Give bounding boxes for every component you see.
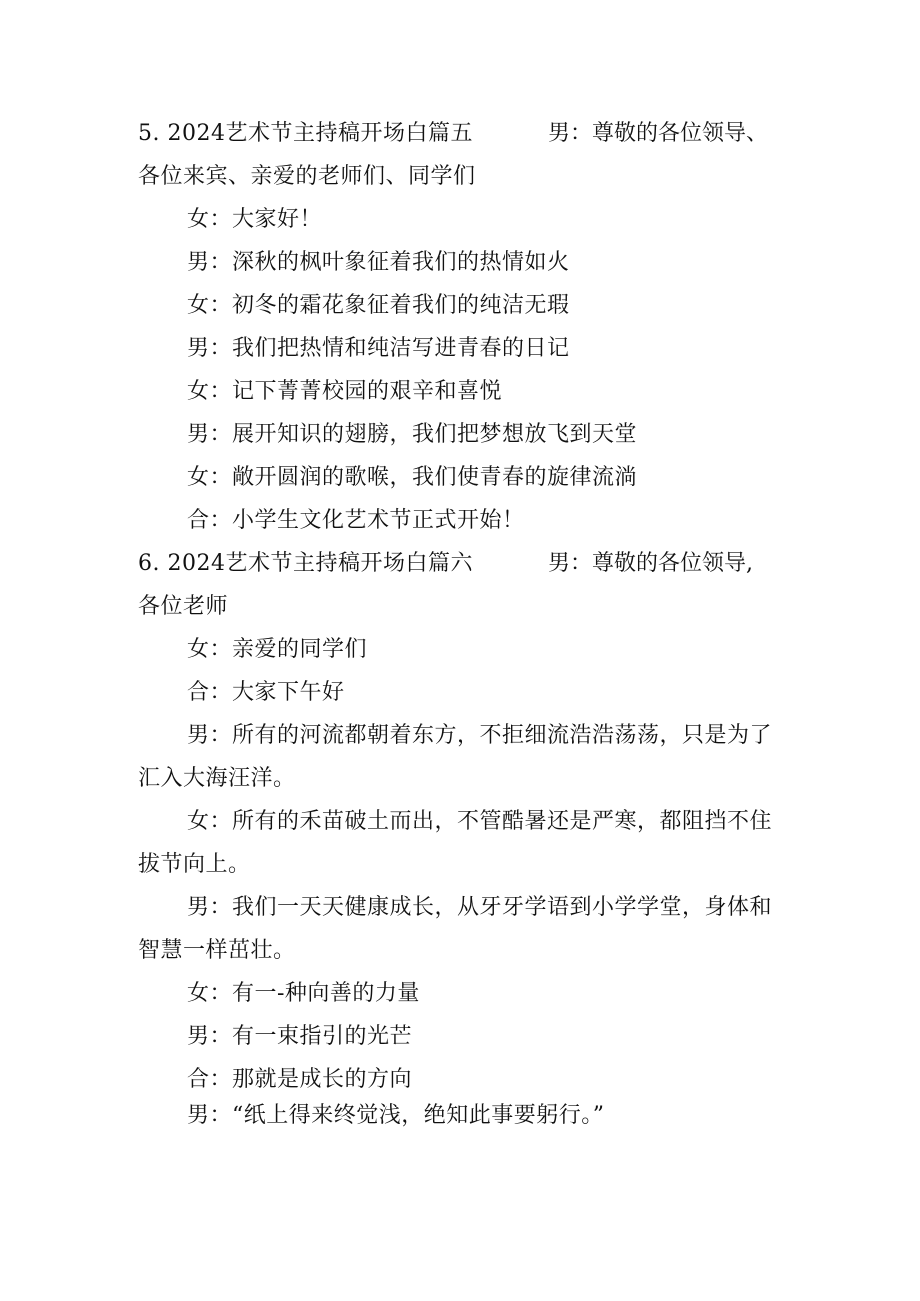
section6-heading-cont: 各位老师 [138,594,229,619]
section5-heading: 5. 2024艺术节主持稿开场白篇五 [138,121,473,146]
dialogue-line: 男：我们把热情和纯洁写进青春的日记 [187,336,570,361]
dialogue-line: 男：有一束指引的光芒 [187,1024,413,1049]
dialogue-line: 女：记下菁菁校园的艰辛和喜悦 [187,379,503,404]
dialogue-line: 合：大家下午好 [187,680,345,705]
paragraph-line: 女：所有的禾苗破土而出，不管酷暑还是严寒，都阻挡不住 [187,809,773,834]
dialogue-line: 男：“纸上得来终觉浅，绝知此事要躬行。” [187,1103,605,1128]
paragraph-line: 汇入大海汪洋。 [138,766,296,791]
dialogue-line: 女：亲爱的同学们 [187,637,368,662]
section5-heading-cont: 各位来宾、亲爱的老师们、同学们 [138,164,476,189]
dialogue-line: 男：深秋的枫叶象征着我们的热情如火 [187,250,570,275]
dialogue-line: 合：小学生文化艺术节正式开始！ [187,508,525,533]
dialogue-line: 女：敞开圆润的歌喉，我们使青春的旋律流淌 [187,465,638,490]
dialogue-line: 女：有一-种向善的力量 [187,981,420,1006]
dialogue-line: 女：初冬的霜花象征着我们的纯洁无瑕 [187,293,570,318]
section6-heading: 6. 2024艺术节主持稿开场白篇六 [138,551,473,576]
section6-heading-tail: 男：尊敬的各位领导, [548,551,753,576]
paragraph-line: 智慧一样茁壮。 [138,938,296,963]
paragraph-line: 男：所有的河流都朝着东方，不拒细流浩浩荡荡，只是为了 [187,723,773,748]
paragraph-line: 拔节向上。 [138,852,251,877]
paragraph-line: 男：我们一天天健康成长，从牙牙学语到小学学堂，身体和 [187,895,773,920]
dialogue-line: 男：展开知识的翅膀，我们把梦想放飞到天堂 [187,422,638,447]
dialogue-line: 合：那就是成长的方向 [187,1067,413,1092]
dialogue-line: 女：大家好！ [187,207,323,232]
section5-heading-tail: 男：尊敬的各位领导、 [548,121,769,146]
